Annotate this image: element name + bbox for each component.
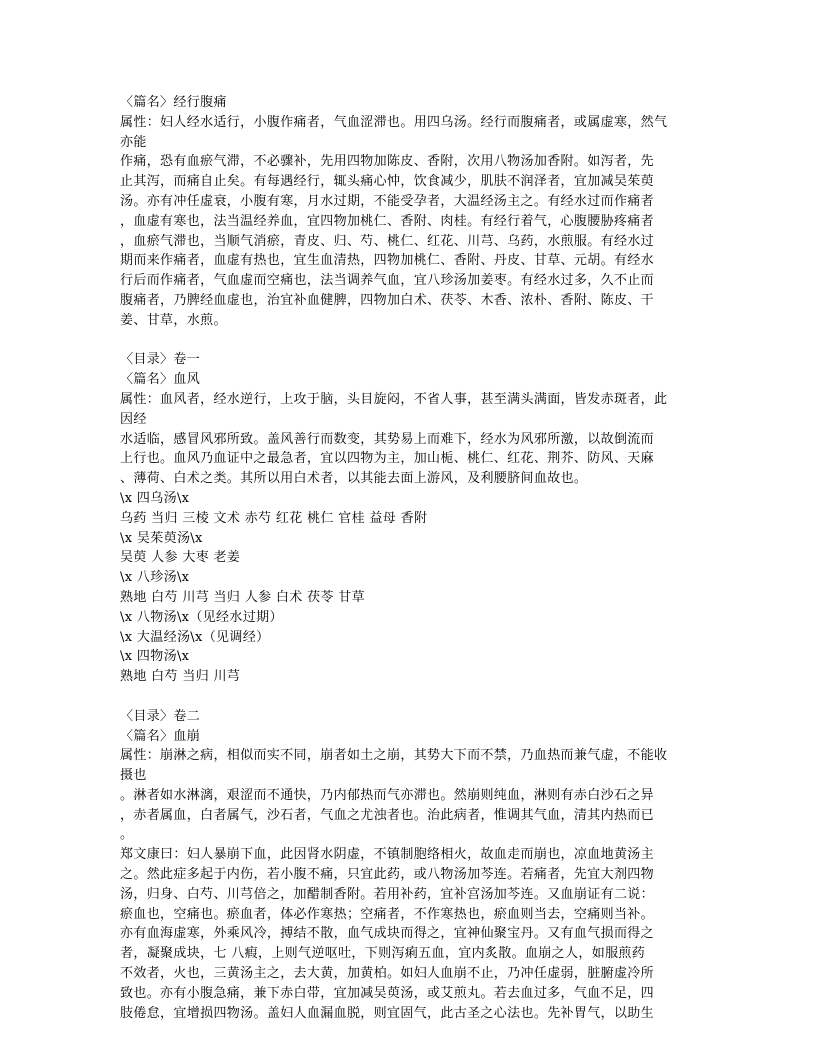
text-line: 上行也。血风乃血证中之最急者，宜以四物为主，加山栀、桃仁、红花、荆芥、防风、天麻 <box>120 451 655 467</box>
text-line: 不效者，火也，三黄汤主之，去大黄，加黄柏。如妇人血崩不止，乃冲任虚弱，脏腑虚冷所 <box>120 966 655 982</box>
recipe-title: \x 大温经汤\x（见调经） <box>120 629 270 645</box>
recipe-ingredients: 熟地 白芍 川芎 当归 人参 白术 茯苓 甘草 <box>120 589 365 605</box>
text-line: 者，凝聚成块，七 八瘕，上则气逆呕吐，下则泻痢五血，宜内炙散。血崩之人，如服煎药 <box>120 946 646 962</box>
section-title: 〈篇名〉经行腹痛 <box>120 95 227 110</box>
recipe-ingredients: 熟地 白芍 当归 川芎 <box>120 669 241 685</box>
catalog-heading: 〈目录〉卷一 <box>120 352 201 368</box>
paragraph-gap <box>120 687 700 707</box>
text-line: 肢倦怠，宜增损四物汤。盖妇人血漏血脱，则宜固气，此古圣之心法也。先补胃气，以助生 <box>120 1005 655 1021</box>
section-title: 〈篇名〉血风 <box>120 372 201 388</box>
text-line: 瘀血也，空痛也。瘀血者，体必作寒热；空痛者，不作寒热也，瘀血则当去，空痛则当补。 <box>120 906 655 922</box>
recipe-title: \x 吴茱萸汤\x <box>120 530 203 546</box>
text-line: 因经 <box>120 411 147 427</box>
text-line: ，赤者属血，白者属气，沙石者，气血之尤浊者也。治此病者，惟调其气血，清其内热而已 <box>120 807 655 823</box>
recipe-title: \x 四物汤\x <box>120 649 190 665</box>
text-line: 汤。亦有冲任虚衰，小腹有寒，月水过期，不能受孕者，大温经汤主之。有经水过而作痛者 <box>120 193 655 209</box>
text-line: ，血瘀气滞也，当顺气消瘀，青皮、归、芍、桃仁、红花、川芎、乌药，水煎服。有经水过 <box>120 233 655 249</box>
text-line: 亦有血海虚寒，外乘风冷，搏结不散，血气成块而得之，宜神仙聚宝丹。又有血气损而得之 <box>120 926 655 942</box>
text-line: 亦能 <box>120 134 147 150</box>
text-line: 行后而作痛者，气血虚而空痛也，法当调养气血，宜八珍汤加姜枣。有经水过多，久不止而 <box>120 273 655 289</box>
recipe-ingredients: 吴萸 人参 大枣 老姜 <box>120 550 241 566</box>
paragraph-gap <box>120 331 700 351</box>
text-line: 。 <box>120 827 134 843</box>
recipe-ingredients: 乌药 当归 三棱 文术 赤芍 红花 桃仁 官桂 益母 香附 <box>120 510 428 526</box>
text-line: 、薄荷、白术之类。其所以用白术者，以其能去面上游风，及利腰脐间血故也。 <box>120 471 588 487</box>
text-line: 期而来作痛者，血虚有热也，宜生血清热，四物加桃仁、香附、丹皮、甘草、元胡。有经水 <box>120 253 655 269</box>
recipe-title: \x 八珍汤\x <box>120 570 190 586</box>
text-line: 摄也 <box>120 768 147 784</box>
text-line: 属性：妇人经水适行，小腹作痛者，气血涩滞也。用四乌汤。经行而腹痛者，或属虚寒，然气 <box>120 114 668 130</box>
text-line: 作痛，恐有血瘀气滞，不必骤补，先用四物加陈皮、香附，次用八物汤加香附。如泻者，先 <box>120 154 655 170</box>
text-line: 之。然此症多起于内伤，若小腹不痛，只宜此药，或八物汤加芩连。若痛者，先宜大剂四物 <box>120 867 655 883</box>
text-line: 致也。亦有小腹急痛，兼下赤白带，宜加减吴萸汤，或艾煎丸。若去血过多，气血不足，四 <box>120 985 655 1001</box>
text-line: 止其泻，而痛自止矣。有每遇经行，辄头痛心忡，饮食减少，肌肤不润泽者，宜加减吴茱萸 <box>120 174 655 190</box>
text-line: 汤，归身、白芍、川芎倍之，加醋制香附。若用补药，宜补宫汤加芩连。又血崩证有二说： <box>120 886 655 902</box>
recipe-title: \x 四乌汤\x <box>120 490 190 506</box>
text-line: 属性：崩淋之病，相似而实不同，崩者如土之崩，其势大下而不禁，乃血热而兼气虚，不能收 <box>120 748 668 764</box>
recipe-title: \x 八物汤\x（见经水过期） <box>120 609 283 625</box>
text-line: 腹痛者，乃脾经血虚也，治宜补血健脾，四物加白术、茯苓、木香、浓朴、香附、陈皮、干 <box>120 292 655 308</box>
text-line: ，血虚有寒也，法当温经养血，宜四物加桃仁、香附、肉桂。有经行着气，心腹腰胁疼痛者 <box>120 213 655 229</box>
text-line: 。淋者如水淋漓，艰涩而不通快，乃内郁热而气亦滞也。然崩则纯血，淋则有赤白沙石之异 <box>120 787 655 803</box>
text-line: 属性：血风者，经水逆行，上攻于脑，头目旋闷，不省人事，甚至满头满面，皆发赤斑者，此 <box>120 391 668 407</box>
text-line: 水适临，感冒风邪所致。盖风善行而数变，其势易上而难下，经水为风邪所激，以故倒流而 <box>120 431 655 447</box>
text-line: 姜、甘草，水煎。 <box>120 312 227 328</box>
catalog-heading: 〈目录〉卷二 <box>120 708 201 724</box>
section-title: 〈篇名〉血崩 <box>120 728 201 744</box>
text-line: 郑文康曰：妇人暴崩下血，此因肾水阴虚，不镇制胞络相火，故血走而崩也，凉血地黄汤主 <box>120 847 655 863</box>
document-page <box>120 93 700 1023</box>
